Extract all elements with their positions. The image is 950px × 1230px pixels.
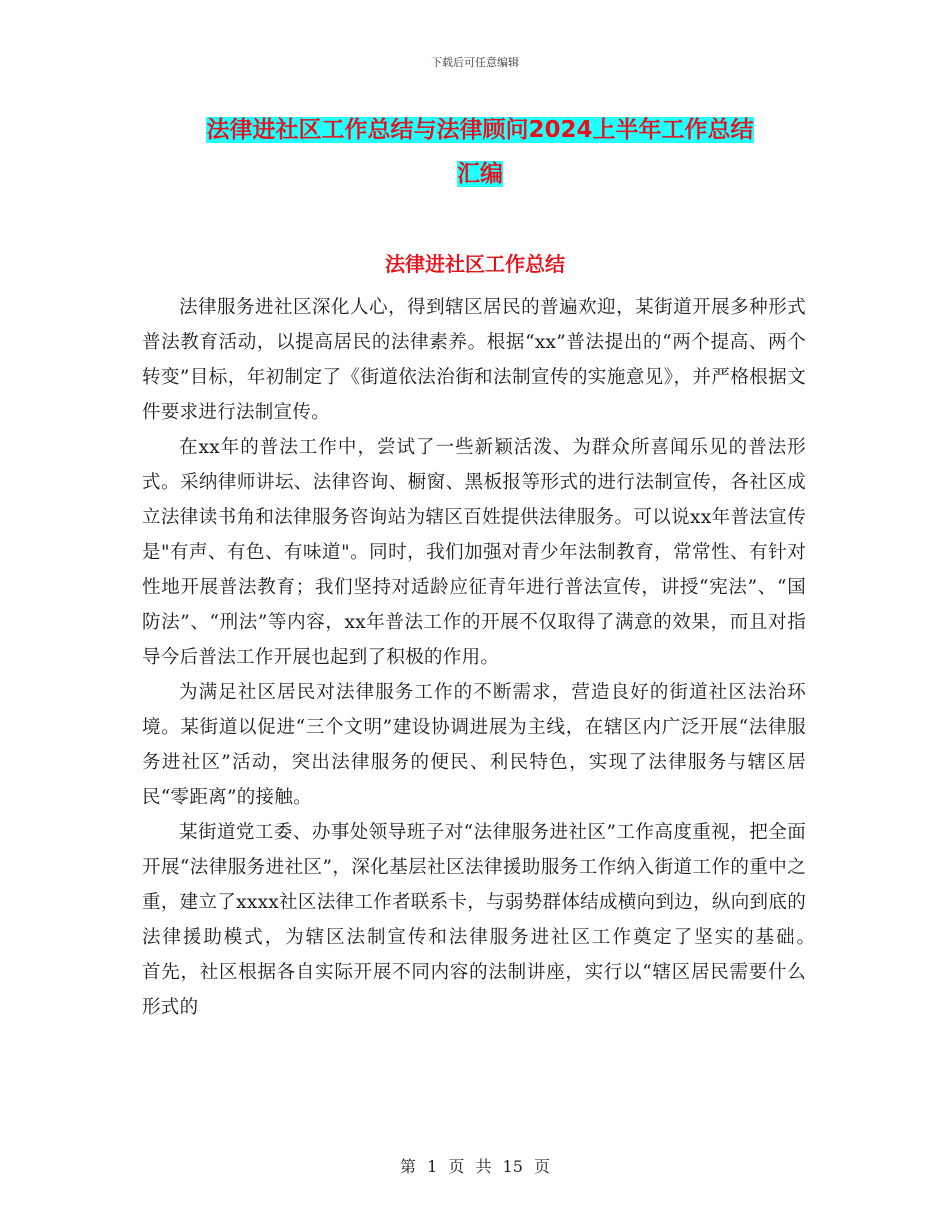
document-body (142, 290, 844, 1025)
section-title: 法律进社区工作总结 (385, 252, 565, 276)
paragraph: 在xx年的普法工作中，尝试了一些新颖活泼、为群众所喜闻乐见的普法形式。采纳律师讲坛、法律咨询、橱窗、黑板报等形式的进行法制宣传，各社区成立法律读书角和法律服务咨询站为辖区百姓提供法律服务。可以说xx年普法宣传是"有声、有色、有味道"。同时，我们加强对青少年法制教育，常常性、有针对性地开展普法教育；我们坚持对适龄应征青年进行普法宣传，讲授“宪法”、“国防法”、“刑法”等内容，xx年普法工作的开展不仅取得了满意的效果，而且对指导今后普法工作开展也起到了积极的作用。 (142, 437, 806, 668)
document-title-line-1: 法律进社区工作总结与法律顾问2024上半年工作总结 (206, 117, 754, 143)
paragraph: 某街道党工委、办事处领导班子对“法律服务进社区”工作高度重视，把全面开展“法律服务进社区”，深化基层社区法律援助服务工作纳入街道工作的重中之重，建立了xxxx社区法律工作者联系卡，与弱势群体结成横向到边，纵向到底的法律援助模式，为辖区法制宣传和法律服务进社区工作奠定了坚实的基础。 首先，社区根据各自实际开展不同内容的法制讲座，实行以“辖区居民需要什么形式的 (142, 822, 844, 1018)
document-title-line-2: 汇编 (457, 161, 503, 187)
document-title (140, 108, 820, 196)
page-footer: 第 1 页 共 15 页 (400, 1157, 550, 1176)
page-header-note: 下载后可任意编辑 (431, 56, 519, 69)
paragraph: 法律服务进社区深化人心，得到辖区居民的普遍欢迎，某街道开展多种形式普法教育活动，以提高居民的法律素养。根据“xx”普法提出的“两个提高、两个转变”目标，年初制定了《街道依法治街和法制宣传的实施意见》，并严格根据文件要求进行法制宣传。 (142, 297, 806, 423)
paragraph: 为满足社区居民对法律服务工作的不断需求，营造良好的街道社区法治环境。某街道以促进“三个文明”建设协调进展为主线，在辖区内广泛开展“法律服务进社区”活动，突出法律服务的便民、利民特色，实现了法律服务与辖区居民“零距离”的接触。 (142, 682, 806, 808)
